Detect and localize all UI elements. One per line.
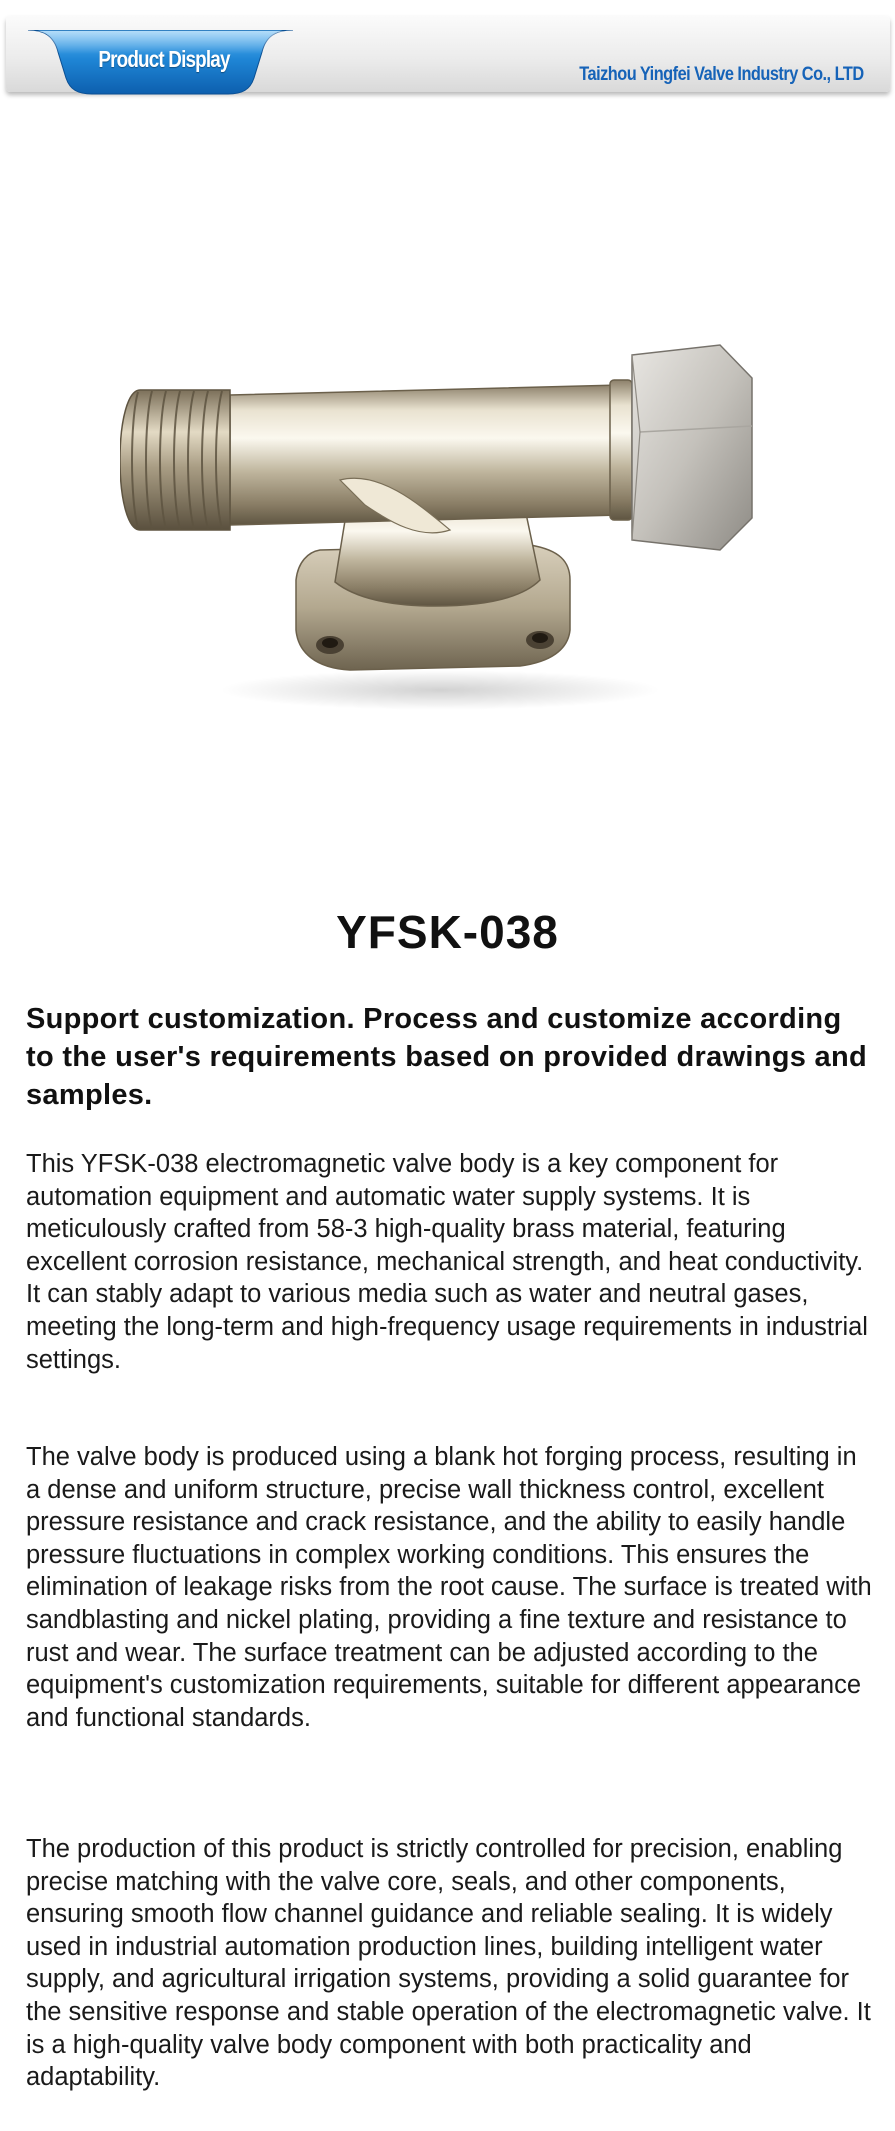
customization-headline: Support customization. Process and customize according to the user's requirements based on provided drawings and samples. — [26, 1003, 867, 1111]
valve-body-image — [120, 300, 780, 720]
header-bar — [6, 16, 890, 92]
company-name: Taizhou Yingfei Valve Industry Co., LTD — [579, 64, 864, 85]
description-paragraph-2: The valve body is produced using a blank hot forging process, resulting in a dense and uniform structure, precise wall thickness control, excellent pressure resistance and crack resistance, and the ability to easily handle pressure fluctuations in complex working conditions. This ensures the elimination of leakage risks from the root cause. The surface is treated with sandblasting and nickel plating, providing a fine texture and resistance to rust and wear. The surface treatment can be adjusted according to the equipment's customization requirements, suitable for different appearance and functional standards. — [26, 1443, 872, 1732]
description-paragraph-3: The production of this product is strictly controlled for precision, enabling precise matching with the valve core, seals, and other components, ensuring smooth flow channel guidance and reliable sealing. It is widely used in industrial automation production lines, building intelligent water supply, and agricultural irrigation systems, providing a solid guarantee for the sensitive response and stable operation of the electromagnetic valve. It is a high-quality valve body component with both practicality and adaptability. — [26, 1835, 871, 2092]
model-title: YFSK-038 — [336, 906, 559, 958]
description-paragraph-1: This YFSK-038 electromagnetic valve body is a key component for automation equipment and automatic water supply systems. It is meticulously crafted from 58-3 high-quality brass material, featuring excellent corrosion resistance, mechanical strength, and heat conductivity. It can stably adapt to various media such as water and neutral gases, meeting the long-term and high-frequency usage requirements in industrial settings. — [26, 1150, 868, 1374]
product-display-tab-label: Product Display — [98, 46, 230, 72]
